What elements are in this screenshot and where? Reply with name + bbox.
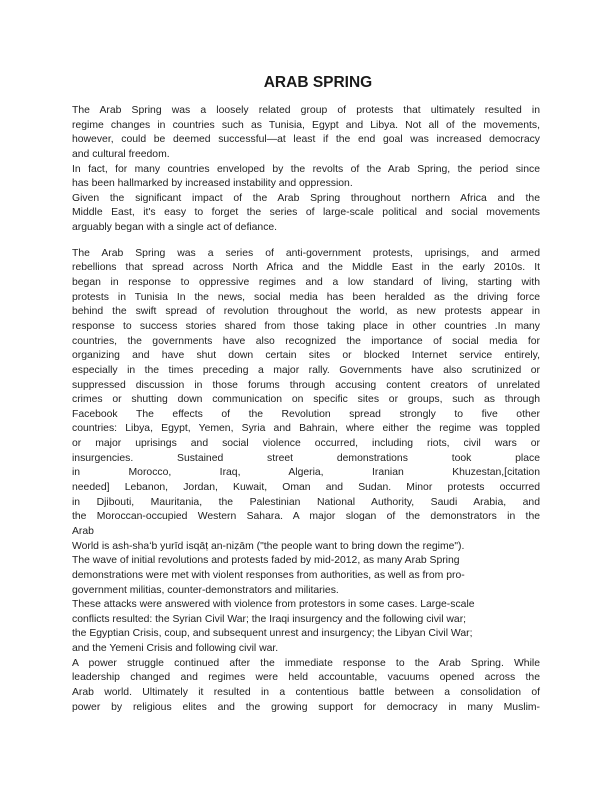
text-line: and the Yemeni Crisis and following civil war. bbox=[72, 643, 279, 655]
text-line: A power struggle continued after the immediate response to the Arab Spring. While bbox=[72, 657, 540, 669]
text-line: or major uprisings and social violence occurred, including riots, civil wars or bbox=[72, 438, 540, 450]
text-line: has been hallmarked by increased instability and oppression. bbox=[72, 178, 353, 190]
text-line: In fact, for many countries enveloped by the revolts of the Arab Spring, the period since bbox=[72, 163, 540, 175]
text-line: the Moroccan-occupied Western Sahara. A major slogan of the demonstrators in the bbox=[72, 511, 540, 523]
text-line: The Arab Spring was a series of anti-government protests, uprisings, and armed bbox=[72, 247, 540, 259]
document-title: ARAB SPRING bbox=[263, 74, 373, 91]
text-line: behind the swift spread of revolution throughout the world, as new protests appear in bbox=[72, 306, 540, 318]
text-line: Middle East, it's easy to forget the series of large-scale political and social movements bbox=[72, 207, 540, 219]
text-line: demonstrations were met with violent responses from authorities, as well as from pro- bbox=[72, 569, 465, 581]
paragraph bbox=[72, 192, 540, 236]
text-line: leadership changed and regimes were held accountable, vacuums opened across the bbox=[72, 672, 540, 684]
text-line: suppressed discussion in those forums through accusing content creators of unrelated bbox=[72, 379, 540, 391]
text-line: Arab world. Ultimately it resulted in a contentious battle between a consolidation of bbox=[72, 686, 540, 698]
text-line: organizing and have shut down certain sites or blocked Internet service entirely, bbox=[72, 350, 540, 362]
text-line: Facebook The effects of the Revolution spread strongly to five other bbox=[72, 408, 540, 420]
text-line: conflicts resulted: the Syrian Civil War; the Iraqi insurgency and the following civil war; bbox=[72, 613, 467, 625]
text-line: World is ash-shaʻb yurīd isqāṭ an-niẓām ("the people want to bring down the regime"). bbox=[72, 540, 465, 552]
text-line: and cultural freedom. bbox=[72, 148, 170, 160]
text-line: especially in the times preceding a major rally. Governments have also scrutinized or bbox=[72, 364, 540, 376]
text-line: Given the significant impact of the Arab Spring throughout northern Africa and the bbox=[72, 192, 540, 204]
text-line: however, could be deemed successful—at least if the end goal was increased democracy bbox=[72, 134, 540, 146]
paragraph bbox=[72, 598, 540, 657]
text-line: The wave of initial revolutions and protests faded by mid-2012, as many Arab Spring bbox=[72, 555, 460, 567]
text-line: needed] Lebanon, Jordan, Kuwait, Oman and Sudan. Minor protests occurred bbox=[72, 482, 540, 494]
text-line: countries, the governments have also recognized the importance of social media for bbox=[72, 335, 540, 347]
text-line: rebellions that spread across North Africa and the Middle East in the early 2010s. It bbox=[72, 262, 540, 274]
text-line: crimes or shutting down communication on specific sites or groups, such as through bbox=[72, 394, 540, 406]
text-line: power by religious elites and the growing support for democracy in many Muslim- bbox=[72, 701, 540, 713]
text-line: the Egyptian Crisis, coup, and subsequent unrest and insurgency; the Libyan Civil War; bbox=[72, 628, 473, 640]
text-line: Arab bbox=[72, 525, 94, 537]
text-line: began in response to oppressive regimes and a low standard of living, starting with bbox=[72, 277, 540, 289]
text-line: arguably began with a single act of defiance. bbox=[72, 222, 278, 234]
paragraph bbox=[72, 104, 540, 163]
paragraph bbox=[72, 657, 540, 716]
text-line: countries: Libya, Egypt, Yemen, Syria and Bahrain, where either the regime was toppled bbox=[72, 423, 540, 435]
text-line: The Arab Spring was a loosely related group of protests that ultimately resulted in bbox=[72, 105, 540, 116]
text-line: government militias, counter-demonstrators and militaries. bbox=[72, 584, 339, 596]
paragraph bbox=[72, 247, 540, 554]
text-line: in Morocco, Iraq, Algeria, Iranian Khuzestan,[citation bbox=[72, 467, 540, 479]
paragraph bbox=[72, 163, 540, 192]
text-line: insurgencies. Sustained street demonstrations took place bbox=[72, 452, 540, 464]
text-line: regime changes in countries such as Tunisia, Egypt and Libya. Not all of the movements, bbox=[72, 119, 540, 131]
text-line: in Djibouti, Mauritania, the Palestinian National Authority, Saudi Arabia, and bbox=[72, 496, 540, 508]
text-line: These attacks were answered with violence from protestors in some cases. Large-scale bbox=[72, 599, 475, 611]
text-line: response to success stories shared from those taking place in other countries .In many bbox=[72, 320, 540, 332]
document-body bbox=[72, 104, 540, 715]
paragraph bbox=[72, 554, 540, 598]
text-line: protests in Tunisia In the news, social media has been heralded as the driving force bbox=[72, 291, 540, 303]
